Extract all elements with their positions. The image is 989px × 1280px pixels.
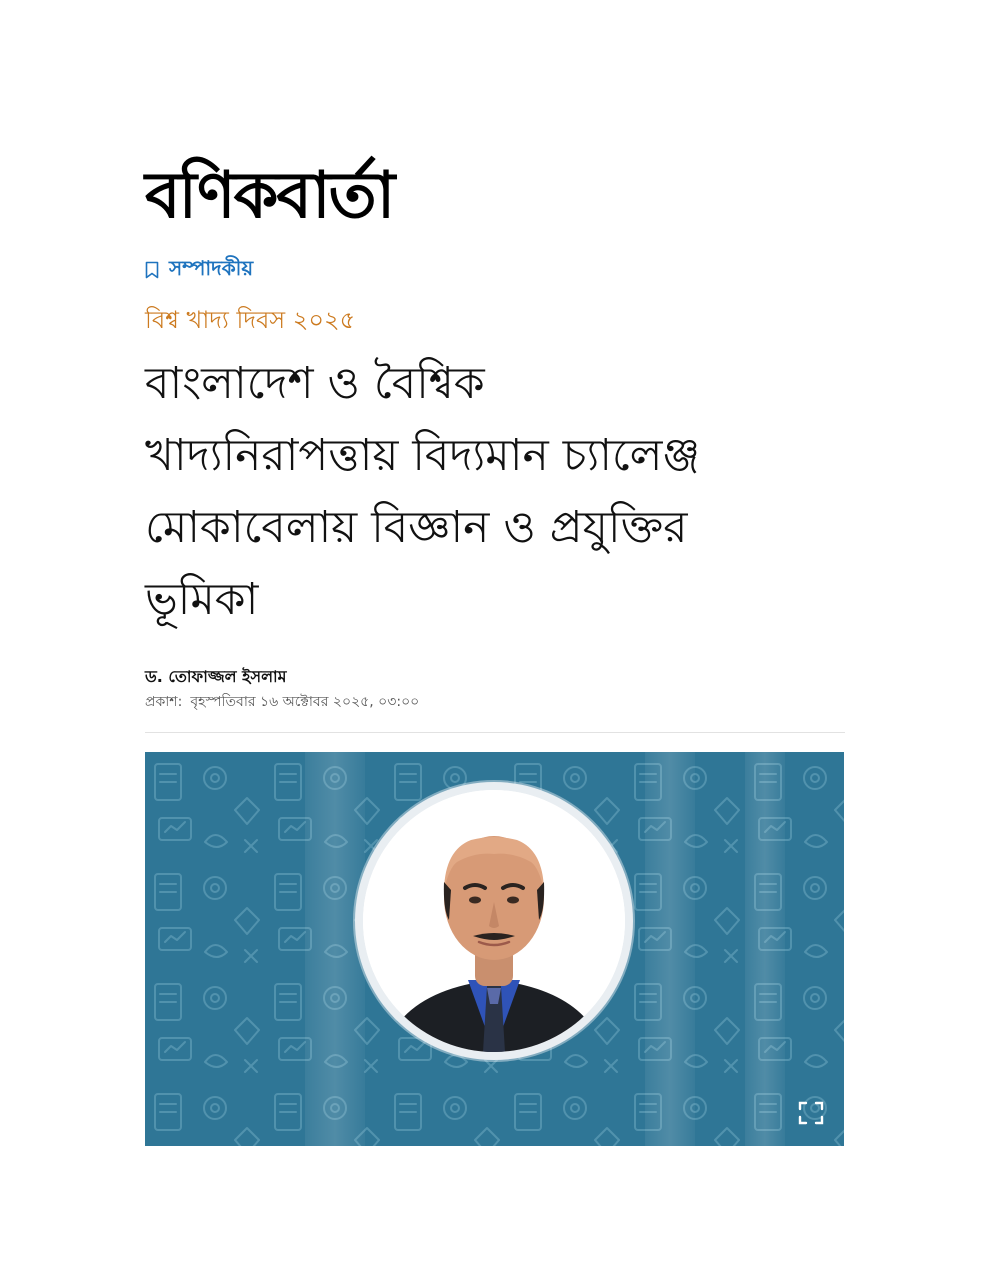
site-logo[interactable]: বণিকবার্তা [145,159,394,233]
fullscreen-icon[interactable] [798,1100,824,1126]
headline-line: মোকাবেলায় বিজ্ঞান ও প্রযুক্তির [145,502,688,553]
publish-label: প্রকাশ: [145,694,183,710]
category-link[interactable] [145,256,253,284]
headline-line: খাদ্যনিরাপত্তায় বিদ্যমান চ্যালেঞ্জ [145,430,701,481]
portrait-frame [355,782,633,1060]
author-name[interactable]: ড. তোফাজ্জল ইসলাম [145,667,287,686]
headline-line: বাংলাদেশ ও বৈশ্বিক [145,358,485,409]
category-label: সম্পাদকীয় [169,255,254,280]
headline-line: ভূমিকা [145,574,259,625]
publish-info [145,690,419,714]
article-headline [145,348,845,636]
article-kicker: বিশ্ব খাদ্য দিবস ২০২৫ [145,306,356,334]
portrait-illustration [363,790,625,1052]
bookmark-icon [145,261,159,279]
divider [145,732,845,733]
publish-date: বৃহস্পতিবার ১৬ অক্টোবর ২০২৫, ০৩:০০ [190,694,420,710]
author-portrait [363,790,625,1052]
hero-image[interactable] [145,752,844,1146]
